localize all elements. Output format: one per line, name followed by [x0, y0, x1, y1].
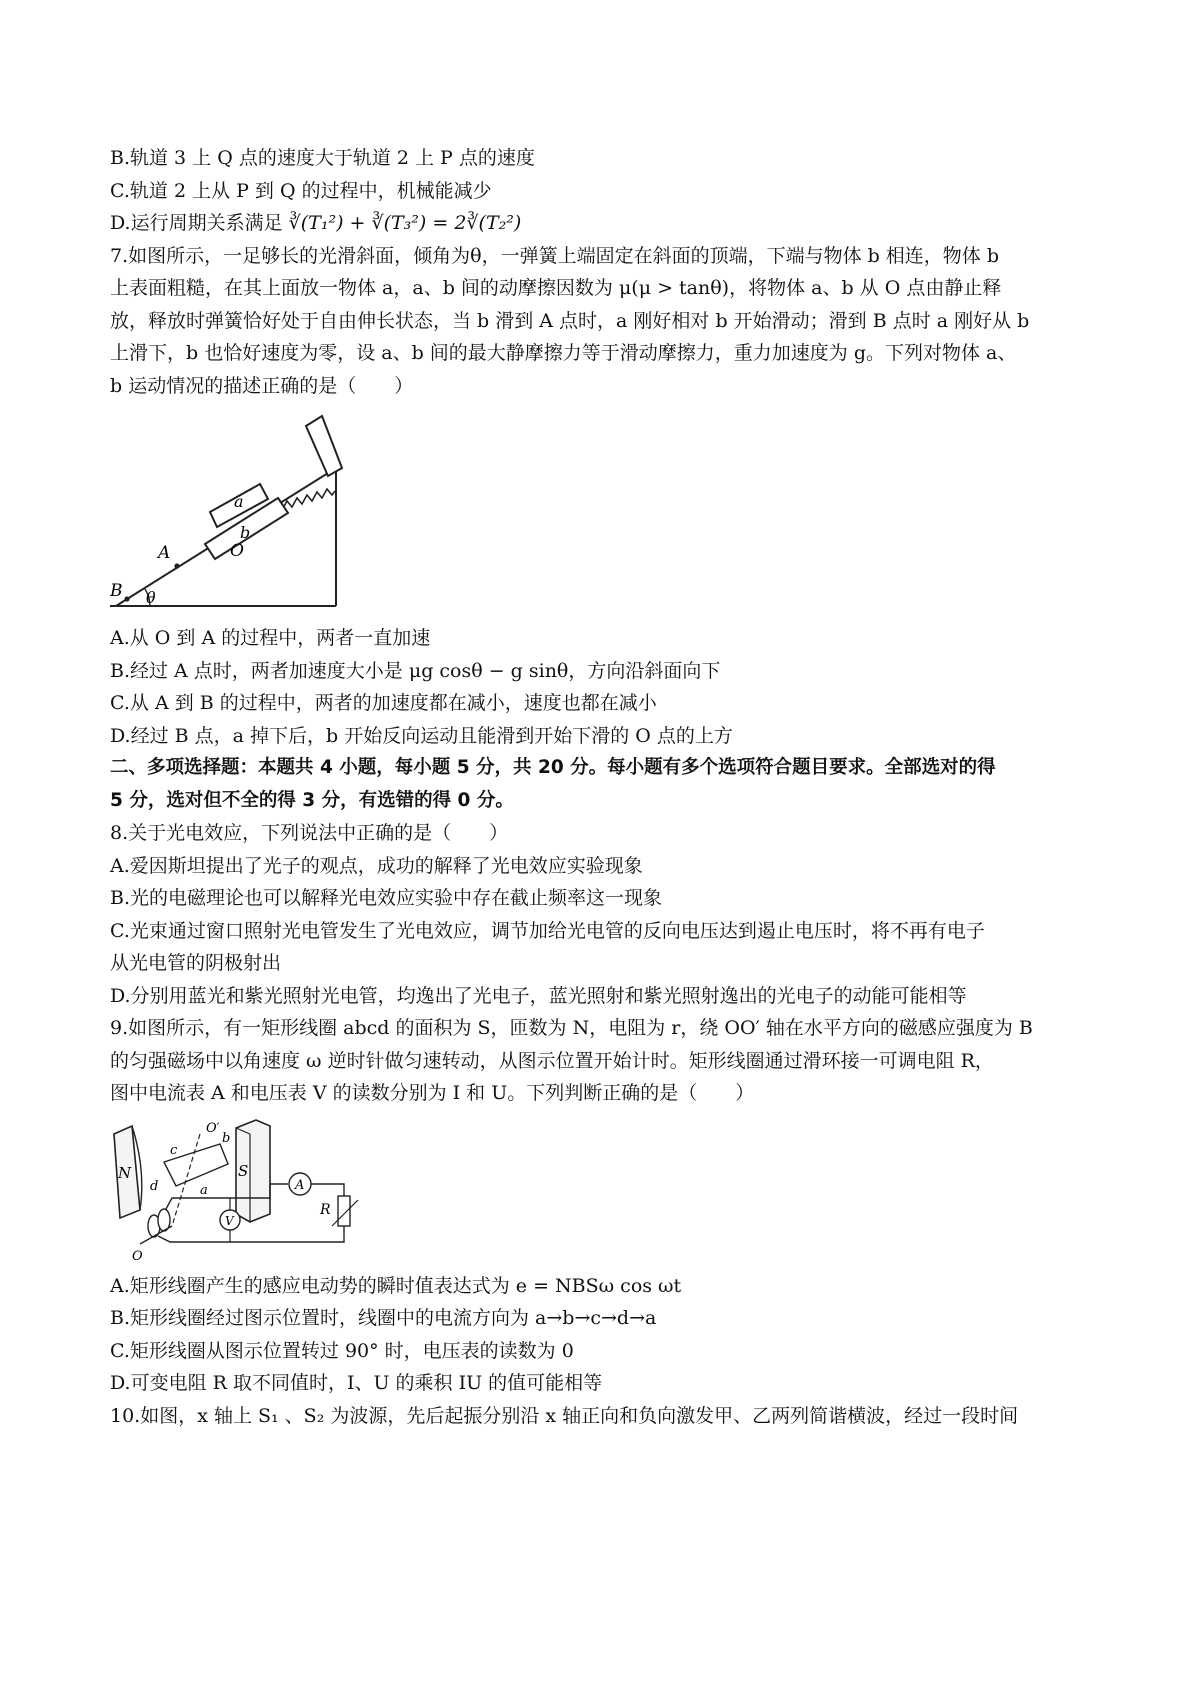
q7-stem-line-5: b 运动情况的描述正确的是（ ） — [110, 374, 414, 397]
q7-stem-line-1: 7.如图所示，一足够长的光滑斜面，倾角为θ，一弹簧上端固定在斜面的顶端，下端与物体 b 相连，物体 b — [110, 244, 1000, 267]
q10-stem-line-1: 10.如图，x 轴上 S₁ 、S₂ 为波源，先后起振分别沿 x 轴正向和负向激发甲、乙两列简谐横波，经过一段时间 — [110, 1404, 1019, 1427]
q9-stem-line-2: 的匀强磁场中以角速度 ω 逆时针做匀速转动，从图示位置开始计时。矩形线圈通过滑环接一可调电阻 R， — [110, 1049, 994, 1072]
q6-option-d — [110, 207, 1100, 240]
exam-page — [110, 142, 1100, 1432]
q6-option-d-prefix: D.运行周期关系满足 — [110, 212, 283, 234]
q6-option-c: C.轨道 2 上从 P 到 Q 的过程中，机械能减少 — [110, 179, 492, 202]
q9-label-N: N — [118, 1163, 132, 1182]
q7-label-theta: θ — [146, 588, 156, 607]
q9-option-a: A.矩形线圈产生的感应电动势的瞬时值表达式为 e = NBSω cos ωt — [110, 1274, 682, 1297]
q8-stem: 8.关于光电效应，下列说法中正确的是（ ） — [110, 822, 509, 844]
q9-label-o-prime: O′ — [206, 1120, 220, 1136]
q7-stem-line-2: 上表面粗糙，在其上面放一物体 a，a、b 间的动摩擦因数为 μ(μ > tanθ)，将物体 a、b 从 O 点由静止释 — [110, 277, 1002, 299]
q9-label-S: S — [238, 1161, 249, 1180]
q8-option-c-line-2: 从光电管的阴极射出 — [110, 952, 282, 974]
q9-label-d: d — [150, 1178, 159, 1194]
q9-stem-line-3: 图中电流表 A 和电压表 V 的读数分别为 I 和 U。下列判断正确的是（ ） — [110, 1082, 755, 1104]
q8-option-d: D.分别用蓝光和紫光照射光电管，均逸出了光电子，蓝光照射和紫光照射逸出的光电子的动能可能相等 — [110, 984, 967, 1007]
q9-label-c: c — [170, 1142, 178, 1158]
q7-incline-figure — [110, 406, 1100, 620]
q7-label-O: O — [230, 541, 244, 561]
q6-option-b: B.轨道 3 上 Q 点的速度大于轨道 2 上 P 点的速度 — [110, 147, 535, 169]
q9-generator-figure — [110, 1114, 1100, 1268]
q8-option-b: B.光的电磁理论也可以解释光电效应实验中存在截止频率这一现象 — [110, 887, 663, 909]
q7-label-b: b — [240, 523, 251, 542]
q7-label-B: B — [110, 581, 123, 601]
q9-stem-line-1: 9.如图所示，有一矩形线圈 abcd 的面积为 S，匝数为 N，电阻为 r，绕 OO′ 轴在水平方向的磁感应强度为 B — [110, 1017, 1033, 1039]
q9-label-b: b — [222, 1130, 231, 1146]
q7-label-a: a — [234, 492, 244, 511]
q7-option-c: C.从 A 到 B 的过程中，两者的加速度都在减小，速度也都在减小 — [110, 692, 657, 714]
q7-label-A: A — [158, 543, 171, 563]
q9-option-b: B.矩形线圈经过图示位置时，线圈中的电流方向为 a→b→c→d→a — [110, 1307, 657, 1329]
q8-option-c-line-1: C.光束通过窗口照射光电管发生了光电效应，调节加给光电管的反向电压达到遏止电压时，将不再有电子 — [110, 919, 985, 942]
section-2-heading-line-2: 5 分，选对但不全的得 3 分，有选错的得 0 分。 — [110, 789, 514, 811]
q7-option-b: B.经过 A 点时，两者加速度大小是 μg cosθ − g sinθ，方向沿斜面向下 — [110, 659, 721, 682]
q6-option-d-formula: ∛(T₁²) + ∛(T₃²) = 2∛(T₂²) — [288, 212, 522, 234]
q7-option-a: A.从 O 到 A 的过程中，两者一直加速 — [110, 627, 431, 649]
q7-option-d: D.经过 B 点，a 掉下后，b 开始反向运动且能滑到开始下滑的 O 点的上方 — [110, 724, 733, 747]
q9-option-d: D.可变电阻 R 取不同值时，I、U 的乘积 IU 的值可能相等 — [110, 1372, 603, 1394]
q9-label-a: a — [200, 1182, 208, 1198]
q9-option-c: C.矩形线圈从图示位置转过 90° 时，电压表的读数为 0 — [110, 1339, 574, 1362]
q7-stem-line-4: 上滑下，b 也恰好速度为零，设 a、b 间的最大静摩擦力等于滑动摩擦力，重力加速度为 g。下列对物体 a、 — [110, 342, 1017, 364]
q9-label-ammeter: A — [295, 1177, 305, 1193]
q9-label-voltmeter: V — [225, 1213, 234, 1228]
q9-label-o: O — [132, 1248, 143, 1264]
q8-option-a: A.爱因斯坦提出了光子的观点，成功的解释了光电效应实验现象 — [110, 854, 643, 877]
section-2-heading-line-1: 二、多项选择题：本题共 4 小题，每小题 5 分，共 20 分。每小题有多个选项符合题目要求。全部选对的得 — [110, 757, 996, 778]
q9-label-R: R — [320, 1201, 331, 1218]
q7-stem-line-3: 放，释放时弹簧恰好处于自由伸长状态，当 b 滑到 A 点时，a 刚好相对 b 开始滑动；滑到 B 点时 a 刚好从 b — [110, 309, 1030, 332]
